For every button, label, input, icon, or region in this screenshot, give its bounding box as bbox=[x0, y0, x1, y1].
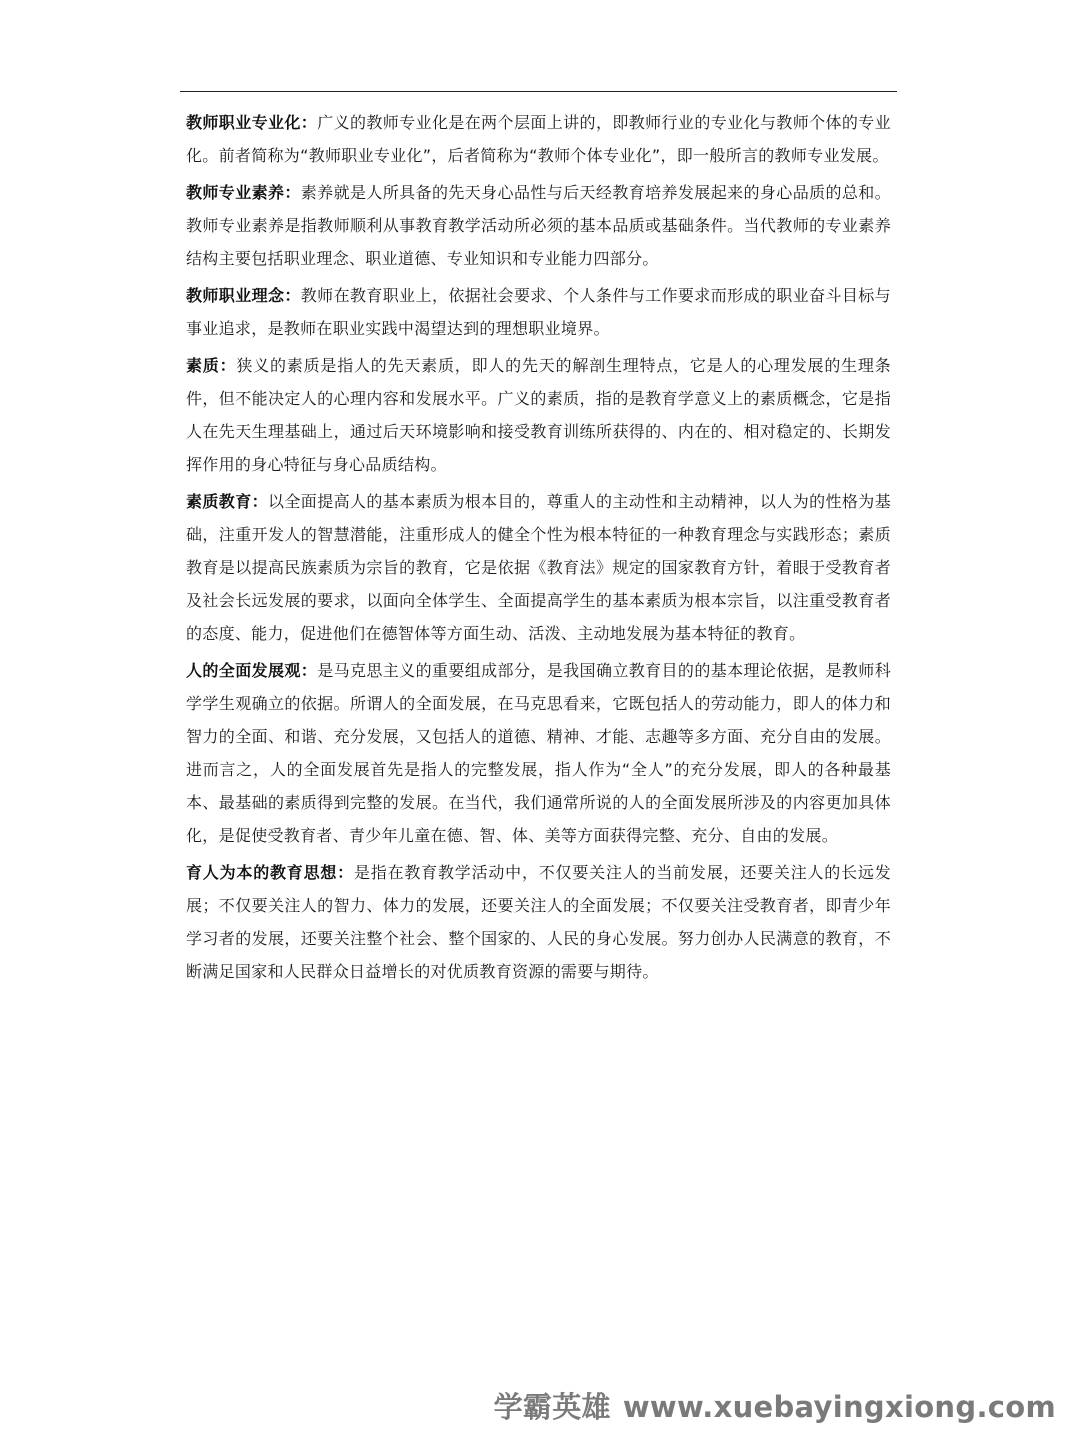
glossary-entry bbox=[186, 349, 891, 481]
entry-definition: 教师在教育职业上，依据社会要求、个人条件与工作要求而形成的职业奋斗目标与事业追求，是教师在职业实践中渴望达到的理想职业境界。 bbox=[186, 286, 891, 338]
entry-definition: 素养就是人所具备的先天身心品性与后天经教育培养发展起来的身心品质的总和。教师专业素养是指教师顺利从事教育教学活动所必须的基本品质或基础条件。当代教师的专业素养结构主要包括职业理念、职业道德、专业知识和专业能力四部分。 bbox=[186, 183, 891, 268]
entry-definition: 以全面提高人的基本素质为根本目的，尊重人的主动性和主动精神，以人为的性格为基础，注重开发人的智慧潜能，注重形成人的健全个性为根本特征的一种教育理念与实践形态；素质教育是以提高民族素质为宗旨的教育，它是依据《教育法》规定的国家教育方针，着眼于受教育者及社会长远发展的要求，以面向全体学生、全面提高学生的基本素质为根本宗旨，以注重受教育者的态度、能力，促进他们在德智体等方面生动、活泼、主动地发展为基本特征的教育。 bbox=[186, 492, 891, 643]
entry-definition: 是马克思主义的重要组成部分，是我国确立教育目的的基本理论依据，是教师科学学生观确立的依据。所谓人的全面发展，在马克思看来，它既包括人的劳动能力，即人的体力和智力的全面、和谐、充分发展，又包括人的道德、精神、才能、志趣等多方面、充分自由的发展。进而言之，人的全面发展首先是指人的完整发展，指人作为“全人”的充分发展，即人的各种最基本、最基础的素质得到完整的发展。在当代，我们通常所说的人的全面发展所涉及的内容更加具体化，是促使受教育者、青少年儿童在德、智、体、美等方面获得完整、充分、自由的发展。 bbox=[186, 661, 891, 845]
entry-term: 教师职业专业化： bbox=[186, 113, 318, 132]
watermark-brand: 学霸英雄 bbox=[493, 1390, 611, 1424]
entry-definition: 狭义的素质是指人的先天素质，即人的先天的解剖生理特点，它是人的心理发展的生理条件，但不能决定人的心理内容和发展水平。广义的素质，指的是教育学意义上的素质概念，它是指人在先天生理基础上，通过后天环境影响和接受教育训练所获得的、内在的、相对稳定的、长期发挥作用的身心特征与身心品质结构。 bbox=[186, 356, 892, 474]
glossary-entry bbox=[186, 106, 891, 172]
site-watermark bbox=[494, 1385, 1056, 1426]
glossary-entry bbox=[186, 654, 891, 852]
glossary-entry bbox=[186, 279, 891, 345]
entry-term: 教师专业素养： bbox=[186, 183, 301, 202]
entry-term: 人的全面发展观： bbox=[186, 661, 318, 680]
entry-term: 素质： bbox=[186, 356, 237, 375]
glossary-entry bbox=[186, 856, 891, 988]
glossary-entry bbox=[186, 485, 891, 650]
entry-definition: 是指在教育教学活动中，不仅要关注人的当前发展，还要关注人的长远发展；不仅要关注人的智力、体力的发展，还要关注人的全面发展；不仅要关注受教育者，即青少年学习者的发展，还要关注整个社会、整个国家的、人民的身心发展。努力创办人民满意的教育，不断满足国家和人民群众日益增长的对优质教育资源的需要与期待。 bbox=[186, 863, 891, 981]
entry-term: 育人为本的教育思想： bbox=[186, 863, 354, 882]
entry-definition: 广义的教师专业化是在两个层面上讲的，即教师行业的专业化与教师个体的专业化。前者简称为“教师职业专业化”，后者简称为“教师个体专业化”，即一般所言的教师专业发展。 bbox=[186, 113, 891, 165]
watermark-url: www.xuebayingxiong.com bbox=[622, 1390, 1056, 1424]
glossary-entry bbox=[186, 176, 891, 275]
header-rule bbox=[180, 91, 897, 92]
entry-term: 教师职业理念： bbox=[186, 286, 301, 305]
entry-term: 素质教育： bbox=[186, 492, 268, 511]
document-body bbox=[186, 106, 891, 992]
